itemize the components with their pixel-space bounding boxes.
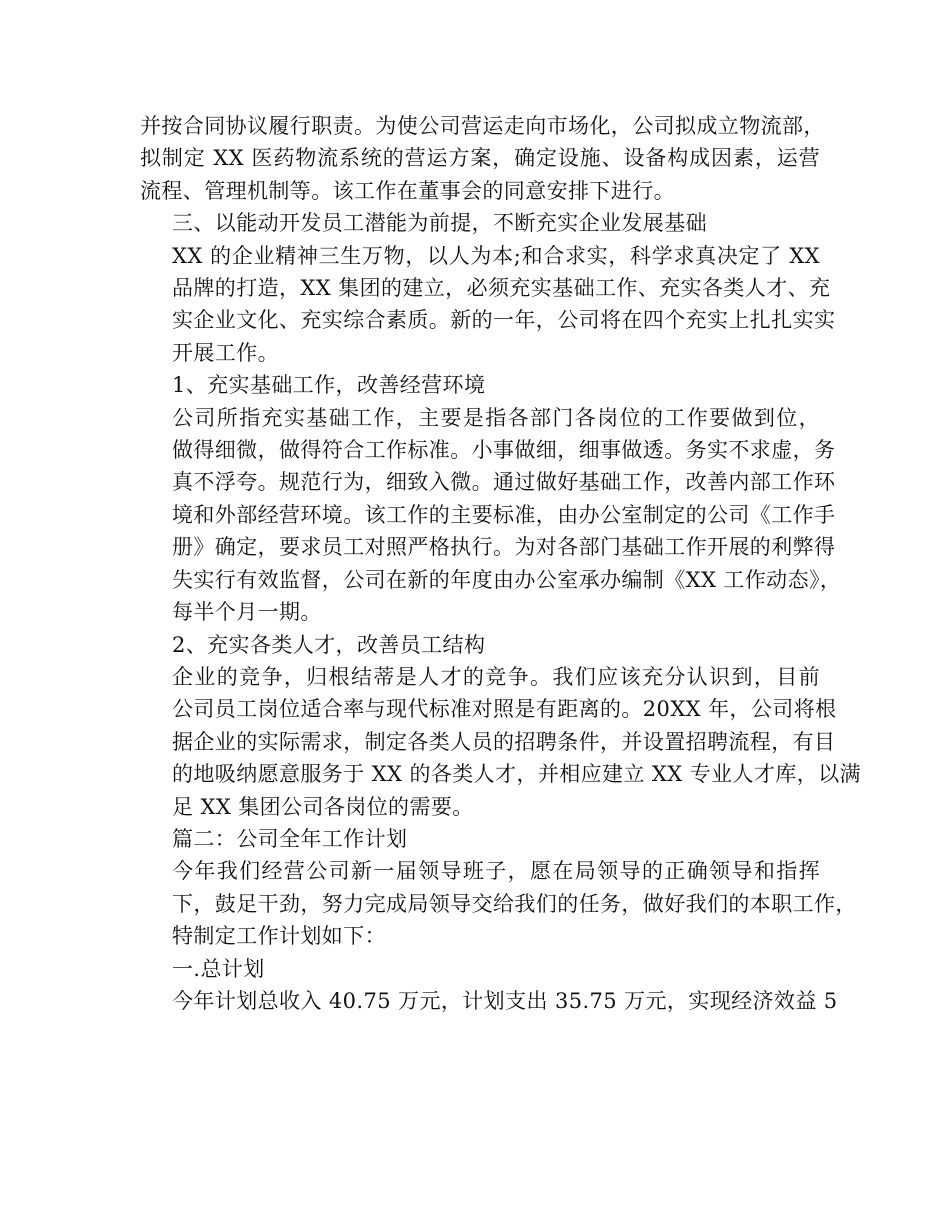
text-line: 今年我们经营公司新一届领导班子，愿在局领导的正确领导和指挥 xyxy=(172,859,820,884)
document-body xyxy=(140,110,861,1017)
text-line: 据企业的实际需求，制定各类人员的招聘条件，并设置招聘流程，有目 xyxy=(172,729,836,754)
paragraph xyxy=(140,629,820,661)
text-line: 公司员工岗位适合率与现代标准对照是有距离的。20XX 年，公司将根 xyxy=(172,697,837,722)
text-line: 的地吸纳愿意服务于 XX 的各类人才，并相应建立 XX 专业人才库，以满 xyxy=(172,762,861,787)
paragraph xyxy=(140,207,820,239)
text-line: 今年计划总收入 40.75 万元，计划支出 35.75 万元，实现经济效益 5 xyxy=(172,988,838,1013)
text-line: 每半个月一期。 xyxy=(172,600,322,625)
text-line: XX 的企业精神三生万物，以人为本;和合求实，科学求真决定了 XX xyxy=(172,243,820,268)
text-line: 特制定工作计划如下： xyxy=(172,924,386,949)
text-line: 实企业文化、充实综合素质。新的一年，公司将在四个充实上扎扎实实 xyxy=(172,308,836,333)
text-line: 做得细微，做得符合工作标准。小事做细，细事做透。务实不求虚，务 xyxy=(172,438,836,463)
text-line: 足 XX 集团公司各岗位的需要。 xyxy=(172,794,474,819)
text-line: 失实行有效监督，公司在新的年度由办公室承办编制《XX 工作动态》， xyxy=(172,567,842,592)
text-line: 一.总计划 xyxy=(172,956,265,981)
text-line: 篇二：公司全年工作计划 xyxy=(172,826,408,851)
paragraph xyxy=(140,823,820,855)
text-line: 境和外部经营环境。该工作的主要标准，由办公室制定的公司《工作手 xyxy=(172,502,836,527)
text-line: 流程、管理机制等。该工作在董事会的同意安排下进行。 xyxy=(140,178,675,203)
text-line: 册》确定，要求员工对照严格执行。为对各部门基础工作开展的利弊得 xyxy=(172,535,836,560)
text-line: 下，鼓足干劲，努力完成局领导交给我们的任务，做好我们的本职工作， xyxy=(172,891,857,916)
paragraph xyxy=(140,110,825,207)
text-line: 拟制定 XX 医药物流系统的营运方案，确定设施、设备构成因素，运营 xyxy=(140,146,820,171)
paragraph xyxy=(140,240,836,370)
paragraph xyxy=(140,661,861,823)
paragraph xyxy=(140,953,820,985)
text-line: 品牌的打造，XX 集团的建立，必须充实基础工作、充实各类人才、充 xyxy=(172,276,831,301)
text-line: 并按合同协议履行职责。为使公司营运走向市场化，公司拟成立物流部， xyxy=(140,114,825,138)
paragraph xyxy=(140,985,838,1017)
text-line: 公司所指充实基础工作，主要是指各部门各岗位的工作要做到位， xyxy=(172,405,820,430)
text-line: 1、充实基础工作，改善经营环境 xyxy=(172,373,486,398)
text-line: 三、以能动开发员工潜能为前提，不断充实企业发展基础 xyxy=(172,211,707,236)
paragraph xyxy=(140,402,842,629)
document-page xyxy=(140,110,861,1017)
paragraph xyxy=(140,369,820,401)
text-line: 开展工作。 xyxy=(172,340,279,365)
text-line: 真不浮夸。规范行为，细致入微。通过做好基础工作，改善内部工作环 xyxy=(172,470,836,495)
text-line: 企业的竞争，归根结蒂是人才的竞争。我们应该充分认识到，目前 xyxy=(172,664,820,689)
text-line: 2、充实各类人才，改善员工结构 xyxy=(172,632,486,657)
paragraph xyxy=(140,855,857,952)
